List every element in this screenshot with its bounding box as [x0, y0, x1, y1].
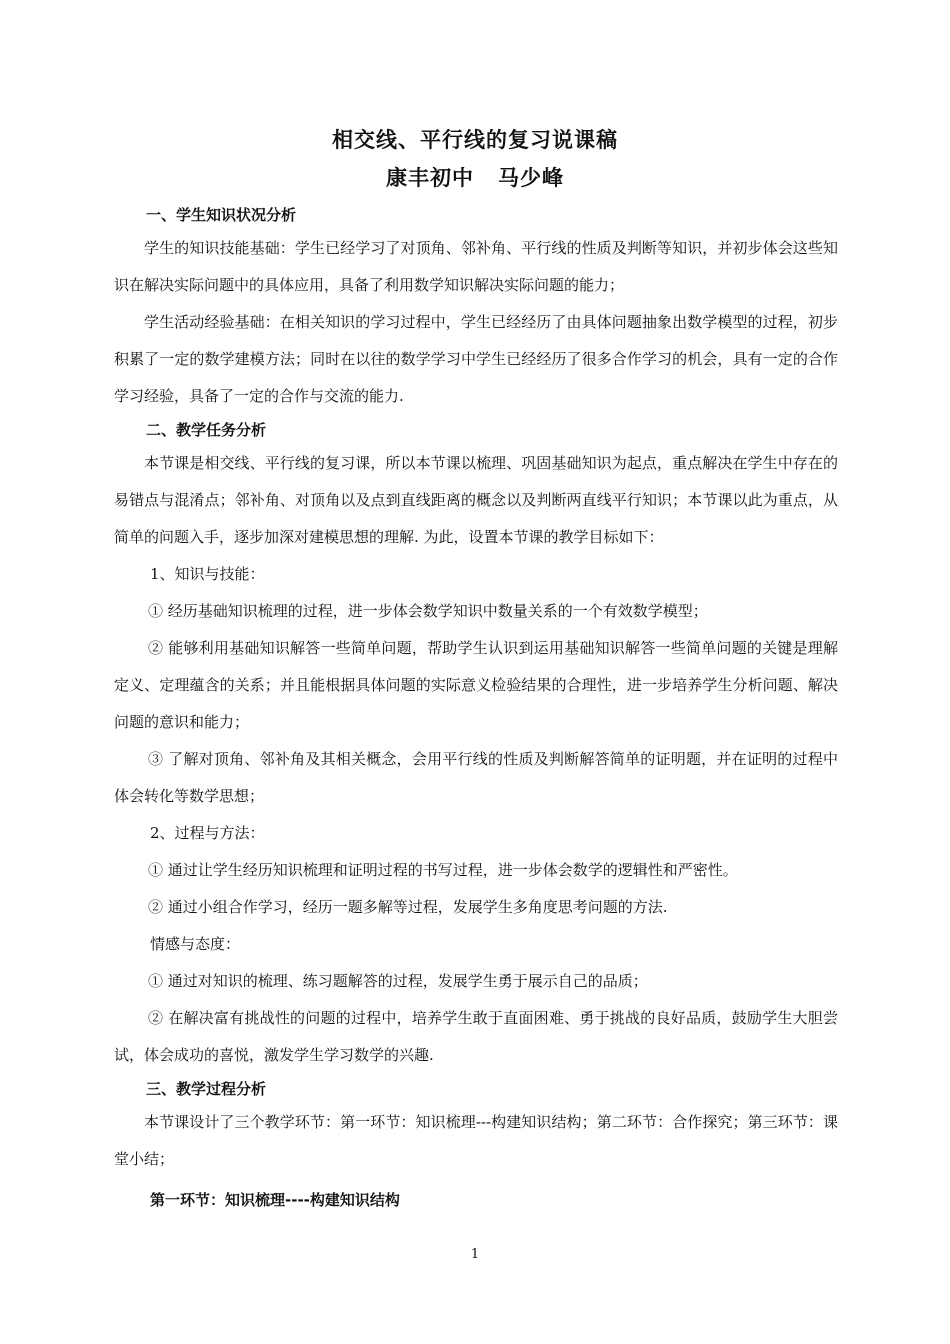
paragraph: 学生的知识技能基础：学生已经学习了对顶角、邻补角、平行线的性质及判断等知识，并初步体会这些知识在解决实际问题中的具体应用，具备了利用数学知识解决实际问题的能力；: [114, 239, 838, 294]
goal-item: ② 通过小组合作学习，经历一题多解等过程，发展学生多角度思考问题的方法.: [148, 898, 668, 916]
section-heading-1: 一、学生知识状况分析: [146, 206, 297, 224]
subsection-heading: 第一环节：知识梳理----构建知识结构: [150, 1191, 400, 1209]
goal-title-attitude: 情感与态度：: [150, 935, 241, 953]
goal-title-process: 2、过程与方法：: [150, 824, 265, 842]
author-name: 马少峰: [498, 166, 564, 190]
goal-title-knowledge: 1、知识与技能：: [150, 565, 265, 583]
goal-item: ② 在解决富有挑战性的问题的过程中，培养学生敢于直面困难、勇于挑战的良好品质，鼓励学生大胆尝试，体会成功的喜悦，激发学生学习数学的兴趣.: [114, 1009, 838, 1064]
goal-item: ③ 了解对顶角、邻补角及其相关概念，会用平行线的性质及判断解答简单的证明题，并在证明的过程中体会转化等数学思想；: [114, 750, 838, 805]
goal-item: ② 能够利用基础知识解答一些简单问题，帮助学生认识到运用基础知识解答一些简单问题的关键是理解定义、定理蕴含的关系；并且能根据具体问题的实际意义检验结果的合理性，进一步培养学生分析问题、解决问题的意识和能力；: [114, 639, 838, 731]
document-body: [114, 200, 838, 1222]
section-heading-3: 三、教学过程分析: [146, 1080, 267, 1098]
goal-item: ① 通过让学生经历知识梳理和证明过程的书写过程，进一步体会数学的逻辑性和严密性。: [148, 861, 738, 879]
paragraph: 本节课设计了三个教学环节：第一环节：知识梳理---构建知识结构；第二环节：合作探究；第三环节：课堂小结；: [114, 1113, 838, 1168]
paragraph: 学生活动经验基础：在相关知识的学习过程中，学生已经经历了由具体问题抽象出数学模型的过程，初步积累了一定的数学建模方法；同时在以往的数学学习中学生已经经历了很多合作学习的机会，具有一定的合作学习经验，具备了一定的合作与交流的能力.: [114, 313, 838, 405]
goal-item: ① 经历基础知识梳理的过程，进一步体会数学知识中数量关系的一个有效数学模型；: [148, 602, 708, 620]
section-heading-2: 二、教学任务分析: [146, 421, 267, 439]
document-title: 相交线、平行线的复习说课稿: [332, 128, 618, 152]
paragraph: 本节课是相交线、平行线的复习课，所以本节课以梳理、巩固基础知识为起点，重点解决在学生中存在的易错点与混淆点；邻补角、对顶角以及点到直线距离的概念以及判断两直线平行知识；本节课以此为重点，从简单的问题入手，逐步加深对建模思想的理解. 为此，设置本节课的教学目标如下：: [114, 454, 838, 546]
goal-item: ① 通过对知识的梳理、练习题解答的过程，发展学生勇于展示自己的品质；: [148, 972, 648, 990]
page-number: 1: [470, 1247, 480, 1262]
author-school: 康丰初中: [386, 166, 474, 190]
author-line: [0, 162, 950, 192]
